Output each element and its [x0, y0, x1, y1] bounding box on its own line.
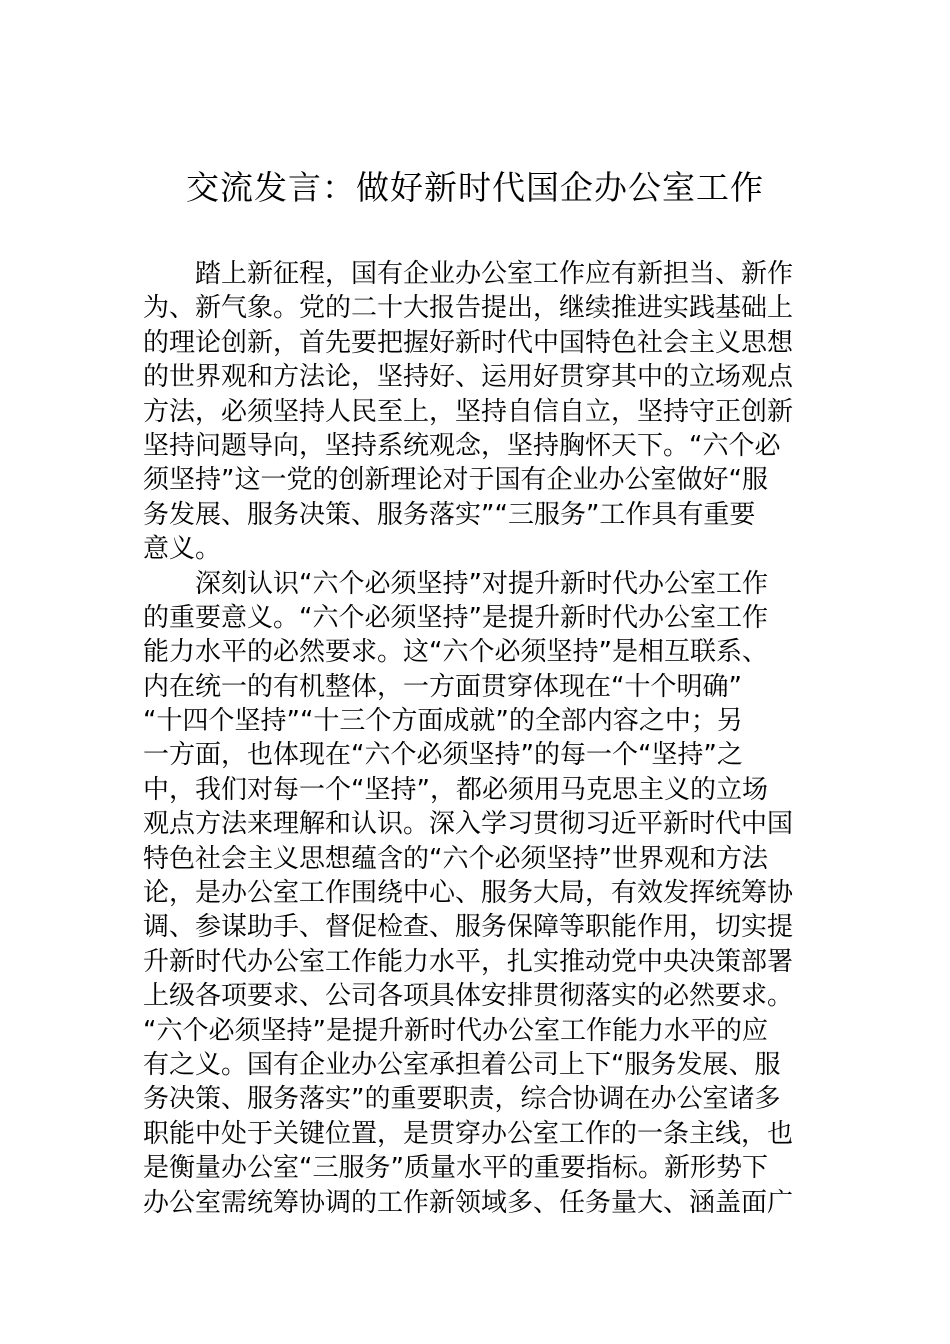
text-line: 特色社会主义思想蕴含的“六个必须坚持”世界观和方法: [143, 843, 768, 874]
text-line: 观点方法来理解和认识。深入学习贯彻习近平新时代中国: [143, 809, 794, 840]
text-line: 为、新气象。党的二十大报告提出，继续推进实践基础上: [143, 293, 794, 324]
text-line: 有之义。国有企业办公室承担着公司上下“服务发展、服: [143, 1049, 781, 1080]
text-line: 务发展、服务决策、服务落实”“三服务”工作具有重要: [143, 499, 756, 530]
text-line: 内在统一的有机整体，一方面贯穿体现在“十个明确”: [143, 671, 742, 702]
text-line: 上级各项要求、公司各项具体安排贯彻落实的必然要求。: [143, 981, 794, 1012]
text-line: 能力水平的必然要求。这“六个必须坚持”是相互联系、: [143, 637, 768, 668]
text-line: 务决策、服务落实”的重要职责，综合协调在办公室诸多: [143, 1084, 781, 1115]
document-title: 交流发言：做好新时代国企办公室工作: [186, 168, 764, 207]
text-line: 是衡量办公室“三服务”质量水平的重要指标。新形势下: [143, 1153, 768, 1184]
text-line: 须坚持”这一党的创新理论对于国有企业办公室做好“服: [143, 465, 768, 496]
text-line: 方法，必须坚持人民至上，坚持自信自立，坚持守正创新: [143, 396, 794, 427]
text-line: 意义。: [143, 534, 222, 565]
text-line: 调、参谋助手、督促检查、服务保障等职能作用，切实提: [143, 912, 794, 943]
text-line: 的重要意义。“六个必须坚持”是提升新时代办公室工作: [143, 602, 768, 633]
text-line: 办公室需统筹协调的工作新领域多、任务量大、涵盖面广: [143, 1187, 794, 1218]
text-line: 一方面，也体现在“六个必须坚持”的每一个“坚持”之: [143, 740, 743, 771]
text-line: 论，是办公室工作围绕中心、服务大局，有效发挥统筹协: [143, 878, 794, 909]
text-line: 的理论创新，首先要把握好新时代中国特色社会主义思想: [143, 327, 794, 358]
text-line: “六个必须坚持”是提升新时代办公室工作能力水平的应: [143, 1015, 768, 1046]
text-line: 职能中处于关键位置，是贯穿办公室工作的一条主线，也: [143, 1118, 794, 1149]
text-line: “十四个坚持”“十三个方面成就”的全部内容之中；另: [143, 706, 743, 737]
text-line: 升新时代办公室工作能力水平，扎实推动党中央决策部署: [143, 946, 794, 977]
text-line: 的世界观和方法论，坚持好、运用好贯穿其中的立场观点: [143, 362, 794, 393]
paragraph-first-line: 深刻认识“六个必须坚持”对提升新时代办公室工作: [195, 568, 768, 599]
text-line: 中，我们对每一个“坚持”，都必须用马克思主义的立场: [143, 774, 768, 805]
paragraph-first-line: 踏上新征程，国有企业办公室工作应有新担当、新作: [195, 259, 794, 289]
text-line: 坚持问题导向，坚持系统观念，坚持胸怀天下。“六个必: [143, 430, 781, 461]
document-body: [143, 257, 813, 1220]
